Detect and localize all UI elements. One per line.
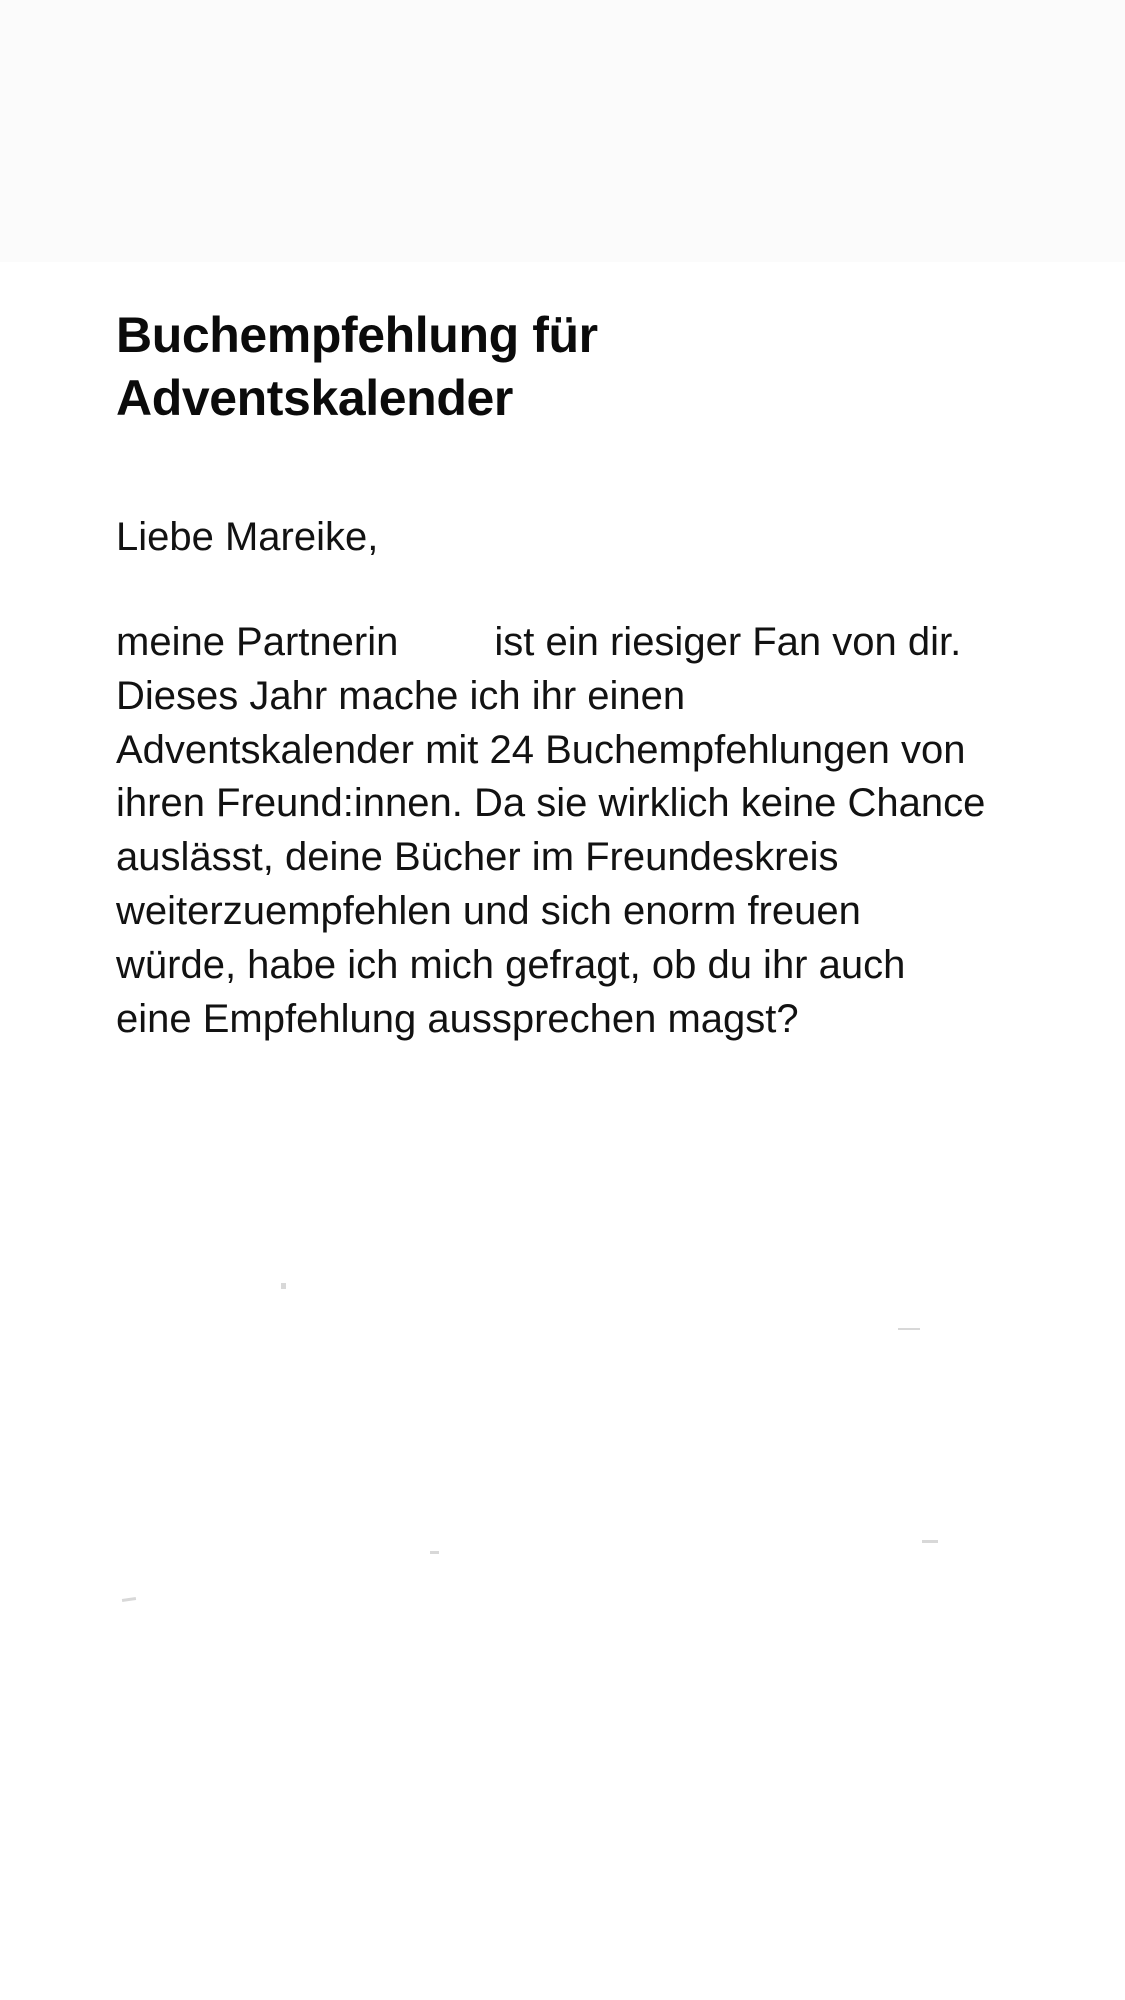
document-content xyxy=(44,262,1082,1046)
document-card xyxy=(44,262,1082,1532)
scan-artefact xyxy=(922,1540,938,1543)
scan-artefact xyxy=(281,1283,286,1289)
page-top-band xyxy=(0,0,1125,262)
body-paragraph xyxy=(116,616,986,1046)
scan-artefact xyxy=(122,1597,136,1602)
salutation-text: Liebe Mareike, xyxy=(116,515,379,559)
scan-artefact xyxy=(430,1551,439,1554)
scan-artefact xyxy=(898,1328,920,1330)
page-title: Buchempfehlung für Adventskalender xyxy=(116,307,598,426)
redacted-name-blank xyxy=(398,654,494,655)
paragraph-segment-after-redaction: ist ein riesiger Fan von dir. Dieses Jahr mache ich ihr einen Adventskalender mit 24 Buchempfehlungen von ihren Freund:innen. Da sie wirklich keine Chance auslässt, deine Bücher im Freundeskreis weiterzuempfehlen und sich enorm freuen würde, habe ich mich gefragt, ob du ihr auch eine Empfehlung aussprechen magst? xyxy=(116,620,986,1041)
paragraph-segment-before-redaction: meine Partnerin xyxy=(116,620,399,664)
